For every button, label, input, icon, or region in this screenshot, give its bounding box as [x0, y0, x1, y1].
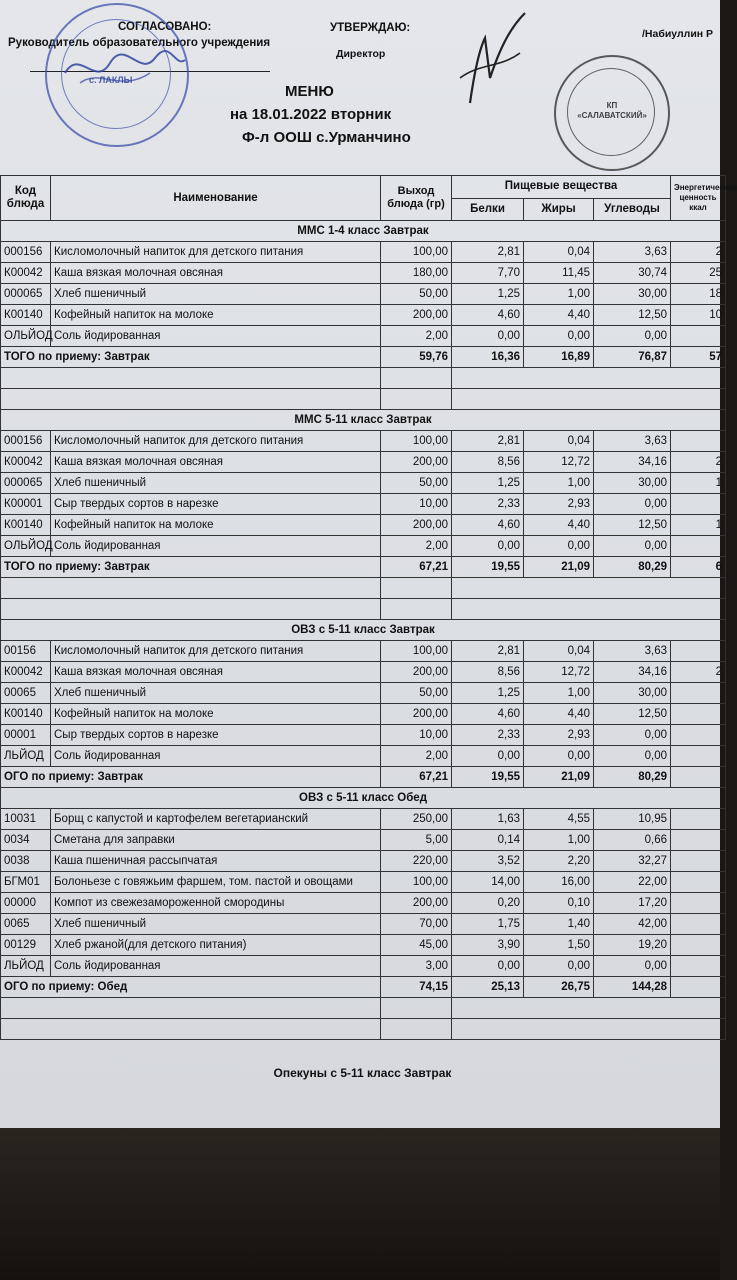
- dish-output: 70,00: [381, 914, 452, 935]
- dish-code: 00156: [1, 641, 51, 662]
- dish-code: К00140: [1, 704, 51, 725]
- dish-carbs: 12,50: [594, 515, 671, 536]
- dish-energy: [671, 326, 726, 347]
- dish-fats: 4,55: [524, 809, 594, 830]
- dish-proteins: 0,14: [452, 830, 524, 851]
- total-row: [1, 557, 726, 578]
- dish-name: Кофейный напиток на молоке: [51, 704, 381, 725]
- dish-proteins: 2,81: [452, 431, 524, 452]
- blank-cell: [1, 389, 381, 410]
- blank-row: [1, 578, 726, 599]
- dish-energy: [671, 683, 726, 704]
- col-carbs-header: Углеводы: [594, 198, 671, 221]
- dish-code: ОЛЬЙОД: [1, 326, 51, 347]
- dish-carbs: 30,00: [594, 683, 671, 704]
- signature-director: [450, 8, 540, 118]
- dish-code: БГМ01: [1, 872, 51, 893]
- dish-carbs: 17,20: [594, 893, 671, 914]
- col-output-header: Выход блюда (гр): [381, 176, 452, 221]
- table-row: [1, 935, 726, 956]
- dish-code: 000156: [1, 431, 51, 452]
- dish-energy: [671, 536, 726, 557]
- dish-output: 220,00: [381, 851, 452, 872]
- blank-cell: [452, 599, 726, 620]
- dish-fats: 4,40: [524, 305, 594, 326]
- director-name: /Набиуллин Р: [642, 28, 714, 40]
- col-code-header: Код блюда: [1, 176, 51, 221]
- dish-energy: 2: [671, 452, 726, 473]
- school-name: Ф-л ООШ с.Урманчино: [242, 129, 411, 146]
- dish-carbs: 34,16: [594, 452, 671, 473]
- dish-proteins: 2,81: [452, 641, 524, 662]
- blank-row: [1, 998, 726, 1019]
- dish-output: 50,00: [381, 473, 452, 494]
- total-label: ТОГО по приему: Завтрак: [1, 347, 381, 368]
- dish-name: Каша пшеничная рассыпчатая: [51, 851, 381, 872]
- dish-output: 100,00: [381, 242, 452, 263]
- dish-carbs: 12,50: [594, 704, 671, 725]
- dish-name: Кисломолочный напиток для детского питания: [51, 431, 381, 452]
- dish-proteins: 14,00: [452, 872, 524, 893]
- dish-energy: [671, 725, 726, 746]
- total-output: 74,15: [381, 977, 452, 998]
- dish-carbs: 19,20: [594, 935, 671, 956]
- section-title: ОВЗ с 5-11 класс Завтрак: [1, 620, 726, 641]
- dish-energy: [671, 935, 726, 956]
- dish-energy: [671, 914, 726, 935]
- dish-name: Хлеб пшеничный: [51, 284, 381, 305]
- dish-output: 50,00: [381, 683, 452, 704]
- dish-output: 200,00: [381, 515, 452, 536]
- dish-output: 180,00: [381, 263, 452, 284]
- blank-cell: [1, 578, 381, 599]
- table-row: [1, 494, 726, 515]
- dish-output: 3,00: [381, 956, 452, 977]
- company-seal: [554, 55, 670, 171]
- dish-energy: 2: [671, 242, 726, 263]
- dish-energy: [671, 704, 726, 725]
- total-row: [1, 347, 726, 368]
- dish-code: 000065: [1, 284, 51, 305]
- dish-name: Хлеб пшеничный: [51, 473, 381, 494]
- dish-energy: [671, 746, 726, 767]
- total-fats: 16,89: [524, 347, 594, 368]
- dish-name: Хлеб пшеничный: [51, 914, 381, 935]
- dish-code: 000065: [1, 473, 51, 494]
- dish-output: 2,00: [381, 536, 452, 557]
- dish-energy: [671, 809, 726, 830]
- total-energy: [671, 977, 726, 998]
- table-row: [1, 473, 726, 494]
- dish-proteins: 8,56: [452, 662, 524, 683]
- dish-carbs: 0,00: [594, 536, 671, 557]
- dish-proteins: 1,25: [452, 683, 524, 704]
- dish-fats: 0,00: [524, 536, 594, 557]
- blank-cell: [1, 599, 381, 620]
- blank-cell: [381, 998, 452, 1019]
- dish-energy: [671, 431, 726, 452]
- table-row: [1, 452, 726, 473]
- dish-fats: 0,04: [524, 431, 594, 452]
- blank-cell: [381, 389, 452, 410]
- dish-proteins: 1,25: [452, 284, 524, 305]
- table-row: [1, 242, 726, 263]
- total-fats: 21,09: [524, 557, 594, 578]
- dish-code: 0034: [1, 830, 51, 851]
- dish-fats: 2,20: [524, 851, 594, 872]
- dish-carbs: 30,00: [594, 284, 671, 305]
- next-section-title: Опекуны с 5-11 класс Завтрак: [273, 1066, 452, 1080]
- dish-energy: 25: [671, 263, 726, 284]
- dish-name: Кофейный напиток на молоке: [51, 305, 381, 326]
- dish-fats: 12,72: [524, 662, 594, 683]
- dish-energy: [671, 830, 726, 851]
- dish-carbs: 22,00: [594, 872, 671, 893]
- menu-table: [0, 175, 737, 1040]
- dish-name: Каша вязкая молочная овсяная: [51, 263, 381, 284]
- total-label: ТОГО по приему: Завтрак: [1, 557, 381, 578]
- dish-code: 10031: [1, 809, 51, 830]
- dish-fats: 1,00: [524, 473, 594, 494]
- dish-energy: 10: [671, 305, 726, 326]
- dish-proteins: 0,00: [452, 746, 524, 767]
- dish-energy: [671, 872, 726, 893]
- head-label: Руководитель образовательного учреждения: [8, 37, 271, 49]
- agreed-label: СОГЛАСОВАНО:: [118, 21, 212, 33]
- total-label: ОГО по приему: Обед: [1, 977, 381, 998]
- section-header-row: [1, 221, 726, 242]
- blank-cell: [452, 389, 726, 410]
- dish-proteins: 0,00: [452, 536, 524, 557]
- section-header-row: [1, 410, 726, 431]
- dish-fats: 2,93: [524, 725, 594, 746]
- dish-proteins: 7,70: [452, 263, 524, 284]
- table-row: [1, 431, 726, 452]
- dish-fats: 1,40: [524, 914, 594, 935]
- blank-row: [1, 599, 726, 620]
- table-row: [1, 725, 726, 746]
- dish-proteins: 2,33: [452, 725, 524, 746]
- dish-name: Болоньезе с говяжьим фаршем, том. пастой и овощами: [51, 872, 381, 893]
- dish-output: 250,00: [381, 809, 452, 830]
- dish-energy: 1: [671, 473, 726, 494]
- dish-name: Соль йодированная: [51, 956, 381, 977]
- total-fats: 26,75: [524, 977, 594, 998]
- seal-text: КП «САЛАВАТСКИЙ»: [577, 101, 647, 120]
- dish-name: Хлеб пшеничный: [51, 683, 381, 704]
- dish-energy: 2: [671, 662, 726, 683]
- dish-energy: [671, 641, 726, 662]
- table-row: [1, 914, 726, 935]
- col-energy-header: Энергетическая ценность ккал: [671, 176, 726, 221]
- dish-carbs: 34,16: [594, 662, 671, 683]
- dish-code: 00001: [1, 725, 51, 746]
- dish-fats: 0,00: [524, 746, 594, 767]
- dish-carbs: 0,00: [594, 725, 671, 746]
- dish-code: 00000: [1, 893, 51, 914]
- table-row: [1, 284, 726, 305]
- blank-cell: [381, 1019, 452, 1040]
- dish-carbs: 3,63: [594, 641, 671, 662]
- dish-name: Каша вязкая молочная овсяная: [51, 662, 381, 683]
- dish-code: К00001: [1, 494, 51, 515]
- dish-name: Кисломолочный напиток для детского питания: [51, 641, 381, 662]
- dish-carbs: 0,00: [594, 746, 671, 767]
- dish-proteins: 4,60: [452, 704, 524, 725]
- total-label: ОГО по приему: Завтрак: [1, 767, 381, 788]
- dish-fats: 1,00: [524, 830, 594, 851]
- dish-carbs: 0,00: [594, 956, 671, 977]
- dish-output: 200,00: [381, 893, 452, 914]
- blank-cell: [381, 599, 452, 620]
- section-header-row: [1, 788, 726, 809]
- col-proteins-header: Белки: [452, 198, 524, 221]
- dish-proteins: 4,60: [452, 515, 524, 536]
- table-row: [1, 305, 726, 326]
- dish-code: ЛЬЙОД: [1, 746, 51, 767]
- dish-code: 000156: [1, 242, 51, 263]
- director-label: Директор: [336, 48, 386, 60]
- total-output: 59,76: [381, 347, 452, 368]
- dish-fats: 0,04: [524, 641, 594, 662]
- total-proteins: 19,55: [452, 557, 524, 578]
- dish-energy: [671, 851, 726, 872]
- menu-date: на 18.01.2022 вторник: [230, 106, 392, 123]
- dish-output: 200,00: [381, 305, 452, 326]
- dish-code: К00140: [1, 305, 51, 326]
- dish-output: 200,00: [381, 704, 452, 725]
- total-fats: 21,09: [524, 767, 594, 788]
- dish-energy: [671, 956, 726, 977]
- blank-cell: [452, 578, 726, 599]
- dish-carbs: 12,50: [594, 305, 671, 326]
- dish-carbs: 32,27: [594, 851, 671, 872]
- dish-energy: [671, 893, 726, 914]
- menu-table-body: [1, 221, 726, 1040]
- table-row: [1, 893, 726, 914]
- table-surface: [0, 1128, 720, 1280]
- total-proteins: 16,36: [452, 347, 524, 368]
- col-fats-header: Жиры: [524, 198, 594, 221]
- total-output: 67,21: [381, 767, 452, 788]
- dish-code: К00042: [1, 662, 51, 683]
- dish-name: Хлеб ржаной(для детского питания): [51, 935, 381, 956]
- dish-carbs: 3,63: [594, 431, 671, 452]
- dish-name: Кисломолочный напиток для детского питания: [51, 242, 381, 263]
- approve-label: УТВЕРЖДАЮ:: [330, 22, 411, 34]
- blank-cell: [381, 368, 452, 389]
- dish-proteins: 0,20: [452, 893, 524, 914]
- dish-carbs: 3,63: [594, 242, 671, 263]
- dish-output: 10,00: [381, 494, 452, 515]
- dish-fats: 0,00: [524, 326, 594, 347]
- dish-name: Сыр твердых сортов в нарезке: [51, 725, 381, 746]
- table-row: [1, 872, 726, 893]
- dish-carbs: 0,00: [594, 326, 671, 347]
- dish-name: Сыр твердых сортов в нарезке: [51, 494, 381, 515]
- total-carbs: 76,87: [594, 347, 671, 368]
- total-energy: 57: [671, 347, 726, 368]
- dish-proteins: 0,00: [452, 326, 524, 347]
- blank-row: [1, 368, 726, 389]
- table-row: [1, 662, 726, 683]
- dish-carbs: 0,66: [594, 830, 671, 851]
- dish-code: К00140: [1, 515, 51, 536]
- dish-carbs: 0,00: [594, 494, 671, 515]
- dish-carbs: 30,00: [594, 473, 671, 494]
- dish-carbs: 10,95: [594, 809, 671, 830]
- col-nutrients-header: Пищевые вещества: [452, 176, 671, 199]
- section-title: ММС 5-11 класс Завтрак: [1, 410, 726, 431]
- blank-cell: [1, 1019, 381, 1040]
- table-row: [1, 851, 726, 872]
- dish-fats: 1,00: [524, 284, 594, 305]
- dish-fats: 4,40: [524, 515, 594, 536]
- dish-proteins: 1,63: [452, 809, 524, 830]
- section-title: ММС 1-4 класс Завтрак: [1, 221, 726, 242]
- dish-proteins: 8,56: [452, 452, 524, 473]
- col-name-header: Наименование: [51, 176, 381, 221]
- dish-fats: 1,50: [524, 935, 594, 956]
- blank-cell: [1, 998, 381, 1019]
- dish-fats: 0,00: [524, 956, 594, 977]
- total-energy: [671, 767, 726, 788]
- dish-name: Каша вязкая молочная овсяная: [51, 452, 381, 473]
- dish-carbs: 42,00: [594, 914, 671, 935]
- dish-proteins: 3,90: [452, 935, 524, 956]
- dish-output: 45,00: [381, 935, 452, 956]
- dish-fats: 0,10: [524, 893, 594, 914]
- total-energy: 6: [671, 557, 726, 578]
- blank-row: [1, 389, 726, 410]
- table-row: [1, 536, 726, 557]
- dish-fats: 1,00: [524, 683, 594, 704]
- dish-proteins: 1,75: [452, 914, 524, 935]
- dish-proteins: 4,60: [452, 305, 524, 326]
- dish-output: 200,00: [381, 662, 452, 683]
- dish-name: Соль йодированная: [51, 746, 381, 767]
- dish-fats: 16,00: [524, 872, 594, 893]
- dish-proteins: 2,33: [452, 494, 524, 515]
- dish-name: Соль йодированная: [51, 326, 381, 347]
- dish-fats: 0,04: [524, 242, 594, 263]
- blank-cell: [1, 368, 381, 389]
- table-row: [1, 746, 726, 767]
- blank-cell: [452, 368, 726, 389]
- dish-code: ЛЬЙОД: [1, 956, 51, 977]
- section-title: ОВЗ с 5-11 класс Обед: [1, 788, 726, 809]
- dish-code: К00042: [1, 452, 51, 473]
- dish-output: 10,00: [381, 725, 452, 746]
- table-row: [1, 326, 726, 347]
- total-proteins: 25,13: [452, 977, 524, 998]
- table-row: [1, 263, 726, 284]
- dish-fats: 12,72: [524, 452, 594, 473]
- total-carbs: 80,29: [594, 557, 671, 578]
- dish-code: ОЛЬЙОД: [1, 536, 51, 557]
- dish-name: Сметана для заправки: [51, 830, 381, 851]
- menu-title: МЕНЮ: [285, 83, 334, 100]
- dish-output: 50,00: [381, 284, 452, 305]
- dish-name: Борщ с капустой и картофелем вегетарианский: [51, 809, 381, 830]
- dish-output: 100,00: [381, 431, 452, 452]
- dish-proteins: 1,25: [452, 473, 524, 494]
- dish-fats: 2,93: [524, 494, 594, 515]
- dish-output: 200,00: [381, 452, 452, 473]
- table-row: [1, 704, 726, 725]
- dish-output: 5,00: [381, 830, 452, 851]
- dish-code: 00065: [1, 683, 51, 704]
- dish-carbs: 30,74: [594, 263, 671, 284]
- dish-fats: 4,40: [524, 704, 594, 725]
- table-row: [1, 641, 726, 662]
- blank-cell: [381, 578, 452, 599]
- table-row: [1, 515, 726, 536]
- dish-name: Соль йодированная: [51, 536, 381, 557]
- blank-cell: [452, 1019, 726, 1040]
- dish-code: 0065: [1, 914, 51, 935]
- dish-energy: 18: [671, 284, 726, 305]
- dish-output: 100,00: [381, 872, 452, 893]
- dish-output: 2,00: [381, 746, 452, 767]
- dish-code: К00042: [1, 263, 51, 284]
- table-row: [1, 830, 726, 851]
- table-row: [1, 683, 726, 704]
- dish-energy: 1: [671, 515, 726, 536]
- total-output: 67,21: [381, 557, 452, 578]
- total-row: [1, 767, 726, 788]
- blank-cell: [452, 998, 726, 1019]
- dish-proteins: 2,81: [452, 242, 524, 263]
- total-proteins: 19,55: [452, 767, 524, 788]
- section-header-row: [1, 620, 726, 641]
- total-carbs: 80,29: [594, 767, 671, 788]
- dish-name: Кофейный напиток на молоке: [51, 515, 381, 536]
- total-carbs: 144,28: [594, 977, 671, 998]
- dish-code: 00129: [1, 935, 51, 956]
- dish-output: 2,00: [381, 326, 452, 347]
- dish-fats: 11,45: [524, 263, 594, 284]
- dish-code: 0038: [1, 851, 51, 872]
- table-row: [1, 809, 726, 830]
- stamp-text: с. ЛАКЛЫ: [89, 75, 133, 85]
- dish-name: Компот из свежезамороженной смородины: [51, 893, 381, 914]
- dish-proteins: 3,52: [452, 851, 524, 872]
- dish-energy: [671, 494, 726, 515]
- table-row: [1, 956, 726, 977]
- total-row: [1, 977, 726, 998]
- signature-left: [60, 38, 190, 98]
- dish-proteins: 0,00: [452, 956, 524, 977]
- dish-output: 100,00: [381, 641, 452, 662]
- blank-row: [1, 1019, 726, 1040]
